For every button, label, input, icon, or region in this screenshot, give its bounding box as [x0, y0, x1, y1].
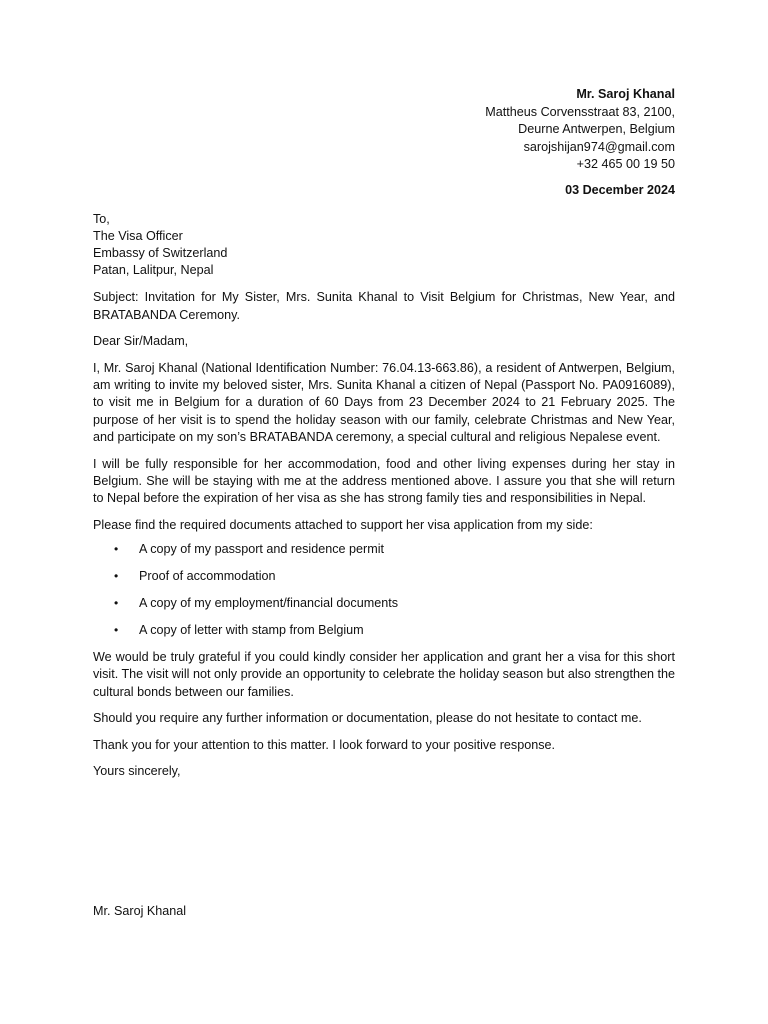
list-item-text: A copy of my passport and residence permit — [139, 542, 384, 557]
paragraph-responsibility: I will be fully responsible for her accommodation, food and other living expenses during her stay in Belgium. She will be staying with me at the address mentioned above. I assure you that she will return to Nepal before the expiration of her visa as she has strong family ties and responsibilities in Nepal. — [93, 456, 675, 506]
subject-line: Subject: Invitation for My Sister, Mrs. Sunita Khanal to Visit Belgium for Christmas, New Year, and BRATABANDA Ceremony. — [93, 290, 675, 322]
bullet-icon: • — [114, 622, 119, 637]
sender-phone: +32 465 00 19 50 — [576, 157, 675, 172]
sender-block — [93, 86, 675, 174]
letter-date: 03 December 2024 — [565, 182, 675, 197]
paragraph-contact: Should you require any further information or documentation, please do not hesitate to contact me. — [93, 711, 642, 726]
recipient-organization: Embassy of Switzerland — [93, 245, 228, 260]
sender-address-line2: Deurne Antwerpen, Belgium — [518, 122, 675, 137]
sender-name: Mr. Saroj Khanal — [576, 87, 675, 101]
paragraph-thanks: Thank you for your attention to this matter. I look forward to your positive response. — [93, 737, 556, 752]
list-item — [93, 595, 675, 612]
recipient-title: The Visa Officer — [93, 228, 183, 243]
list-item — [93, 622, 675, 639]
signature-name: Mr. Saroj Khanal — [93, 904, 187, 918]
documents-list — [93, 541, 675, 639]
sender-address-line1: Mattheus Corvensstraat 83, 2100, — [485, 104, 675, 119]
list-item-text: A copy of my employment/financial documents — [139, 596, 398, 611]
closing: Yours sincerely, — [93, 763, 181, 778]
recipient-to: To, — [93, 211, 110, 226]
list-item — [93, 541, 675, 558]
bullet-icon: • — [114, 596, 119, 611]
recipient-block — [93, 211, 675, 280]
bullet-icon: • — [114, 569, 119, 584]
list-item — [93, 568, 675, 585]
list-item-text: Proof of accommodation — [139, 569, 276, 584]
salutation: Dear Sir/Madam, — [93, 334, 189, 349]
list-item-text: A copy of letter with stamp from Belgium — [139, 622, 364, 637]
recipient-location: Patan, Lalitpur, Nepal — [93, 263, 214, 278]
letter-body — [93, 86, 675, 780]
paragraph-documents-intro: Please find the required documents attached to support her visa application from my side: — [93, 517, 593, 532]
paragraph-invitation: I, Mr. Saroj Khanal (National Identification Number: 76.04.13-663.86), a resident of Antwerpen, Belgium, am writing to invite my beloved sister, Mrs. Sunita Khanal a citizen of Nepal (Passport No. PA0916089), to visit me in Belgium for a duration of 60 Days from 23 December 2024 to 21 February 2025. The purpose of her visit is to spend the holiday season with our family, celebrate Christmas and New Year, and participate on my son’s BRATABANDA ceremony, a special cultural and religious Nepalese event. — [93, 360, 675, 445]
bullet-icon: • — [114, 542, 119, 557]
sender-email: sarojshijan974@gmail.com — [523, 139, 675, 154]
paragraph-request: We would be truly grateful if you could kindly consider her application and grant her a visa for this short visit. The visit will not only provide an opportunity to celebrate the holiday season but also strengthen the cultural bonds between our families. — [93, 649, 675, 699]
